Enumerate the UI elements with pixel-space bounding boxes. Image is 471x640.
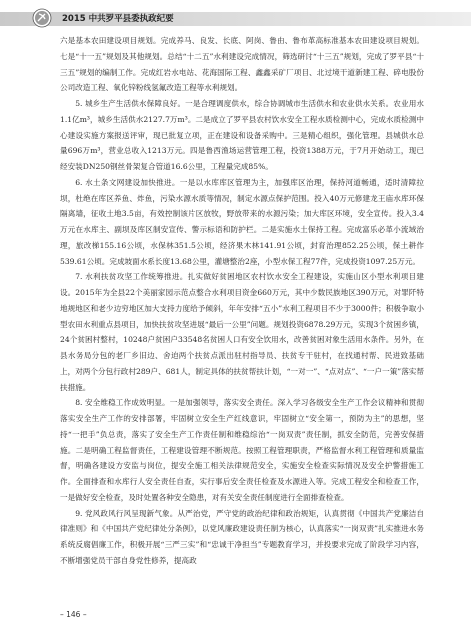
paragraph-planning: 六是基本农田建设项目规划。完成养马、良发、长底、阿岗、鲁由、鲁布革高标准基本农田建设项目规划。七是“十一五”规划及其他规划。总结“十二五”水利建设完成情况，筛选研讨“十三五”规划，完成了罗平县“十三五”规划的编制工作。完成红岩水电站、花海国际工程、鑫鑫采矿厂项目、北过境干道新建工程、碎电股份公司改造工程、氧化锌粉线氢氟改造工程等水利规划。 — [60, 36, 424, 93]
page-header-title: 2015 中共罗平县委执政纪要 — [62, 14, 174, 24]
page-header — [0, 0, 471, 34]
paragraph-water-supply: 5. 城乡生产生活供水保障良好。一是合理调度供水，综合协调城市生活供水和农业供水关系。农业用水1.1亿m³，城乡生活供水2127.7万m³。二是成立了罗平县农村饮水安全工程水质检测中心，完成水质检测中心建设实施方案报送评审，现已批复立项，正在建设和设备采购中。三是精心组织，强化管理。县城供水总量696万m³，营业总收入1213万元。四是鲁西渔场运营管理工程，投资1388万元，于7月开始动工，现已经安装DN250钢丝骨架复合管道16.6公里，工程量完成85%。 — [60, 99, 424, 171]
paragraph-soil-conservation: 6. 水土条文网建设加快推进。一是以水库库区管理为主，加强库区治理，保持河道畅通，适时清障拉坝，杜绝在库区养鱼、炸鱼，污染水源水质等情况，制定水源点保护范围。投入40万元修建龙王庙水库环保隔离墙，征收土地3.5亩，有效控制该片区放牧，野放带来的水源污染；加大库区环境，安全宣传。投入3.4万元在水库主、副坝及库区制安宣传、警示标语和防护栏。二是实施水土保持工程。完成富乐必革小流域治理，旅改梯155.16公顷，水保林351.5公顷，经济果木林141.91公顷，封育治理852.25公顷，保土耕作539.61公顷。完成坡面水系长度13.68公里，灌塘整治2座，小型水保工程77件，完成投资1097.25万元。 — [60, 177, 424, 266]
paragraph-poverty-alleviation: 7. 水利扶贫攻坚工作统筹推进。扎实做好贫困地区农村饮水安全工程建设，实施山区小型水利项目建设。2015年为全县22个美丽家园示范点整合水利项目资金660万元，其中少数民族地区390万元，对罪阡特地规地区和老少边穷地区加大支持力度给予倾斜，年年安排“五小”水利工程项目不少于3000件；积极争取小型农田水利重点县项目，加快扶贫攻坚进展“最后一公里”问题。规划投资6878.29万元，实现3个贫困乡镇，24个贫困村整村，10248户贫困户33548名贫困人口有安全饮用水，改善贫困对象生活用水条件。另外，在县水务局分包的老厂乡旧边、舍迫两个扶贫点派出驻村指导员、扶贫专干驻村，在找通村帮、民进致基础上，对两个分包行政村289户、681人，制定具体的扶贫帮扶计划，“一对一”、“点对点”、“一户一策”落实帮扶措施。 — [60, 272, 424, 392]
party-emblem-icon — [32, 8, 52, 28]
body-text — [60, 33, 424, 569]
page-number: – 146 – — [60, 610, 87, 619]
paragraph-party-conduct: 9. 党风政风行风呈现新气象。从严治党，严守党的政治纪律和政治规矩，认真贯彻《中国共产党廉洁自律准则》和《中国共产党纪律处分条例》，以党风廉政建设责任制为核心，认真落实“一岗双责”扎实推进水务系统反腐倡廉工作，积极开展“三严三实”和“忠诚干净担当”专题教育学习，并投要求完成了阶段学习内容，不断增强党员干部自身党性修养，提高政 — [60, 508, 424, 565]
paragraph-safety-stability: 8. 安全维稳工作成效明显。一是加强领导，落实安全责任。深入学习各级安全生产工作会议精神和贯彻落实安全生产工作的安排部署，牢固树立安全生产红线意识，牢固树立“安全第一，预防为主”的思想，坚持“一把手”负总责，落实了安全生产工作责任制和维稳综治“一岗双责”责任制，抓安全防范，完善安保措施。二是明确工程监督责任，工程建设管理不断规范。按照工程管理职责，严格监督水利工程管理和质量监督，明确各建设方安监与岗位，提安全施工相关法律规范安全，实施安全检查实际情况及安全护警措施工作。全面排查和水库行人安全责任自查，实行事后安全责任检查及水源进入等。完成工程安全和检查工作，一是做好安全检查，及时处置各种安全隐患，对有关安全责任制度进行全面排查检查。 — [60, 398, 424, 502]
